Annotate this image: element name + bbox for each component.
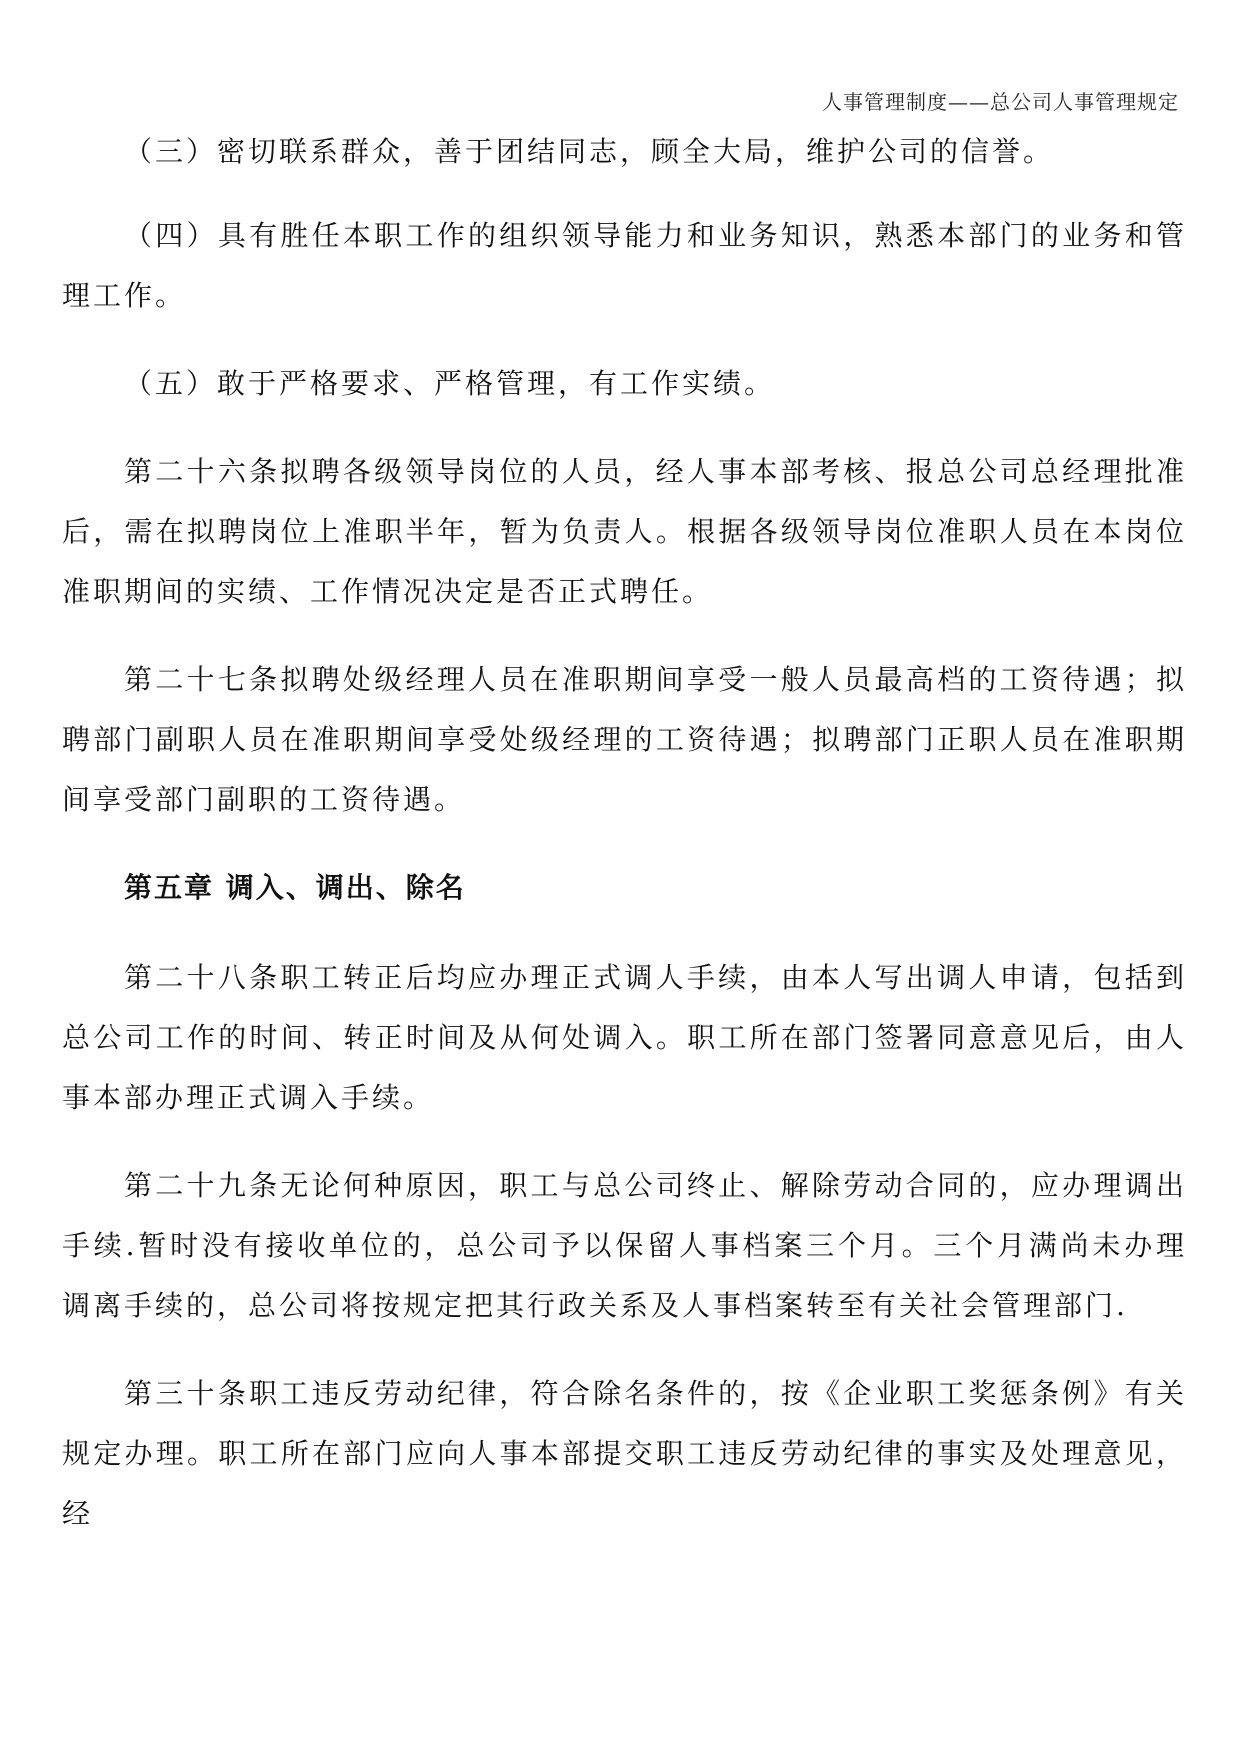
chapter-heading: 第五章 调入、调出、除名 bbox=[124, 871, 466, 904]
clause-5: （五）敢于严格要求、严格管理，有工作实绩。 bbox=[124, 367, 776, 400]
article-29: 第二十九条无论何种原因，职工与总公司终止、解除劳动合同的，应办理调出手续.暂时没有接收单位的，总公司予以保留人事档案三个月。三个月满尚未办理调离手续的，总公司将按规定把其行政关系及人事档案转至有关社会管理部门. bbox=[62, 1169, 1187, 1322]
article-27: 第二十七条拟聘处级经理人员在准职期间享受一般人员最高档的工资待遇；拟聘部门副职人员在准职期间享受处级经理的工资待遇；拟聘部门正职人员在准职期间享受部门副职的工资待遇。 bbox=[62, 663, 1187, 816]
running-header: 人事管理制度——总公司人事管理规定 bbox=[822, 90, 1179, 114]
clause-4: （四）具有胜任本职工作的组织领导能力和业务知识，熟悉本部门的业务和管理工作。 bbox=[62, 219, 1187, 312]
document-body bbox=[62, 122, 1187, 1572]
article-28: 第二十八条职工转正后均应办理正式调人手续，由本人写出调人申请，包括到总公司工作的时间、转正时间及从何处调入。职工所在部门签署同意意见后，由人事本部办理正式调入手续。 bbox=[62, 961, 1187, 1114]
article-26: 第二十六条拟聘各级领导岗位的人员，经人事本部考核、报总公司总经理批准后，需在拟聘岗位上准职半年，暂为负责人。根据各级领导岗位准职人员在本岗位准职期间的实绩、工作情况决定是否正式聘任。 bbox=[62, 455, 1187, 608]
clause-3: （三）密切联系群众，善于团结同志，顾全大局，维护公司的信誉。 bbox=[124, 135, 1055, 168]
article-30: 第三十条职工违反劳动纪律，符合除名条件的，按《企业职工奖惩条例》有关规定办理。职工所在部门应向人事本部提交职工违反劳动纪律的事实及处理意见，经 bbox=[62, 1377, 1187, 1530]
